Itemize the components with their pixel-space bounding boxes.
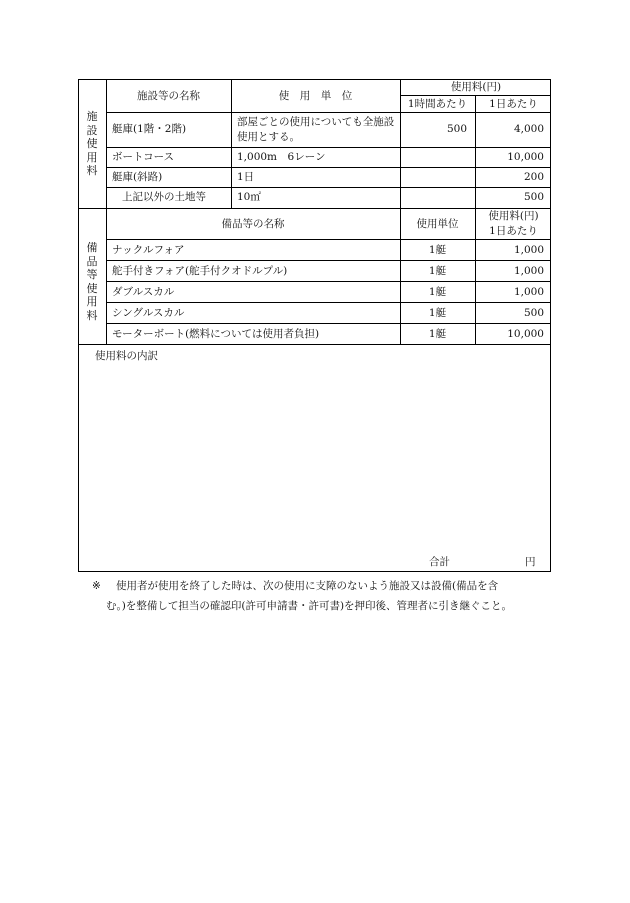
facility-name-header: 施設等の名称	[137, 90, 200, 102]
rule	[106, 147, 550, 148]
equipment-row-3-name: ダブルスカル	[112, 286, 175, 298]
rule	[106, 302, 550, 303]
rule	[106, 112, 550, 113]
rule	[79, 344, 550, 345]
per-day-header: 1日あたり	[489, 98, 538, 110]
equipment-row-1-name: ナックルフォア	[112, 244, 185, 256]
equipment-row-2-name: 舵手付きフォア(舵手付クオドルプル)	[112, 265, 288, 277]
equipment-fee-header: 使用料(円)	[488, 210, 539, 222]
fee-table	[78, 79, 551, 572]
facility-section-label: 施設使用料	[86, 110, 98, 177]
equipment-section-label: 備品等使用料	[86, 241, 98, 322]
equipment-row-5-name: モーターボート(燃料については使用者負担)	[112, 328, 320, 340]
equipment-per-day-header: 1日あたり	[489, 225, 538, 237]
facility-row-1-per-day: 4,000	[513, 123, 544, 135]
facility-row-1-per-hour: 500	[446, 123, 467, 135]
rule	[106, 281, 550, 282]
facility-row-1-name: 艇庫(1階・2階)	[112, 123, 187, 135]
facility-row-3-unit: 1日	[237, 171, 255, 183]
facility-row-3-name: 艇庫(斜路)	[112, 171, 163, 183]
note-mark: ※	[92, 580, 101, 592]
rule	[106, 323, 550, 324]
breakdown-label: 使用料の内訳	[95, 350, 158, 362]
equipment-row-4-name: シングルスカル	[112, 307, 185, 319]
per-hour-header: 1時間あたり	[407, 98, 468, 110]
equipment-name-header: 備品等の名称	[221, 218, 285, 230]
rule	[106, 187, 550, 188]
equipment-row-3-fee: 1,000	[513, 286, 544, 298]
facility-unit-header: 使 用 単 位	[278, 90, 353, 102]
rule	[400, 95, 550, 96]
facility-row-2-name: ボートコース	[112, 151, 175, 163]
total-label: 合計	[429, 556, 450, 568]
equipment-row-3-unit: 1艇	[428, 286, 447, 298]
rule	[106, 239, 550, 240]
equipment-row-2-unit: 1艇	[428, 265, 447, 277]
equipment-row-4-fee: 500	[523, 307, 544, 319]
facility-row-3-per-day: 200	[523, 171, 544, 183]
rule	[400, 80, 401, 344]
rule	[106, 260, 550, 261]
currency-label: 円	[525, 556, 536, 568]
facility-row-4-per-day: 500	[523, 191, 544, 203]
facility-row-4-name: 上記以外の土地等	[122, 191, 206, 203]
facility-fee-header: 使用料(円)	[450, 81, 502, 93]
facility-row-4-unit: 10㎡	[237, 191, 261, 203]
facility-row-2-per-day: 10,000	[507, 151, 544, 163]
equipment-row-4-unit: 1艇	[428, 307, 447, 319]
equipment-row-2-fee: 1,000	[513, 265, 544, 277]
note-line-1: 使用者が使用を終了した時は、次の使用に支障のないよう施設又は設備(備品を含	[116, 580, 499, 592]
equipment-row-5-fee: 10,000	[507, 328, 544, 340]
equipment-row-1-fee: 1,000	[513, 244, 544, 256]
note-line-2: む。)を整備して担当の確認印(許可申請書・許可書)を押印後、管理者に引き継ぐこと。	[106, 600, 513, 612]
facility-row-1-unit: 部屋ごとの使用についても全施設使用とする。	[237, 116, 395, 143]
rule	[79, 208, 550, 209]
equipment-row-5-unit: 1艇	[428, 328, 447, 340]
equipment-row-1-unit: 1艇	[428, 244, 447, 256]
equipment-unit-header: 使用単位	[416, 218, 459, 230]
rule	[106, 80, 107, 344]
facility-row-2-unit: 1,000m 6レーン	[237, 151, 326, 163]
rule	[106, 167, 550, 168]
